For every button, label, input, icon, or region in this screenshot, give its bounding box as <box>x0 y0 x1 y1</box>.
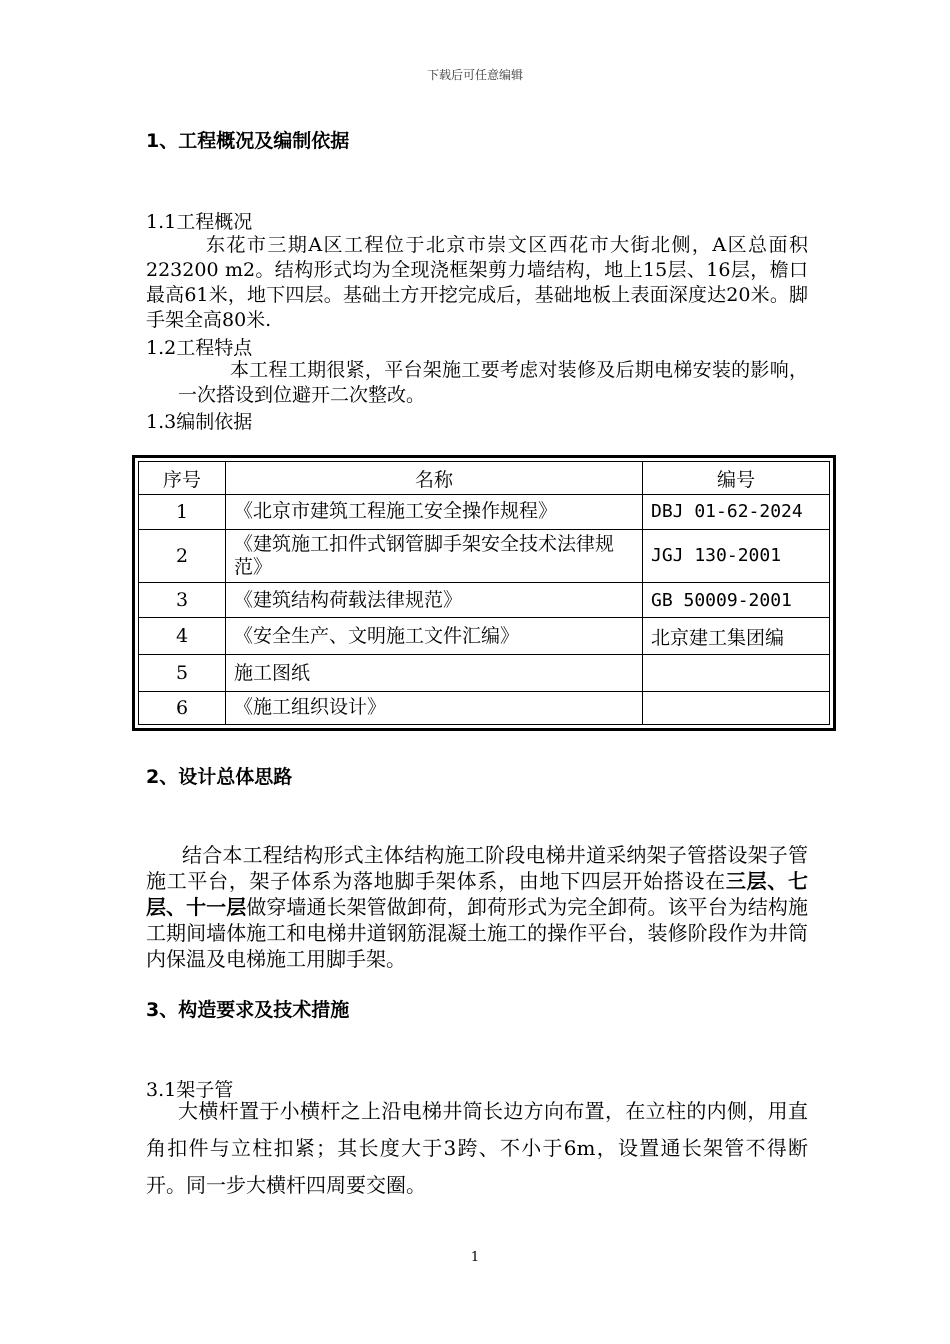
table-cell-index: 2 <box>139 529 226 582</box>
table-cell-name: 《施工组织设计》 <box>226 691 643 724</box>
table-row <box>139 618 830 655</box>
page-number: 1 <box>470 1250 480 1265</box>
section-2-text <box>146 842 808 972</box>
section-1-2-text: 本工程工期很紧，平台架施工要考虑对装修及后期电梯安装的影响，一次搭设到位避开二次整改。 <box>178 359 808 406</box>
section-2-text-part1: 结合本工程结构形式主体结构施工阶段电梯井道采纳架子管搭设架子管施工平台，架子体系为落地脚手架体系，由地下四层开始搭设在 <box>146 843 808 893</box>
table-cell-index: 5 <box>139 655 226 691</box>
header-note: 下载后可任意编辑 <box>426 68 523 82</box>
table-header-index: 序号 <box>139 462 226 495</box>
section-1-3-title: 1.3编制依据 <box>146 411 253 433</box>
table-cell-index: 4 <box>139 618 226 655</box>
table-cell-code: 北京建工集团编 <box>643 618 830 655</box>
table-cell-code <box>643 691 830 724</box>
table-row <box>139 529 830 582</box>
table-row <box>139 582 830 617</box>
section-3-1-title: 3.1架子管 <box>146 1079 234 1101</box>
table-header-code: 编号 <box>643 462 830 495</box>
section-1-1-text: 东花市三期A区工程位于北京市崇文区西花市大街北侧，A区总面积223200 m2。结构形式均为全现浇框架剪力墙结构，地上15层、16层，檐口最高61米，地下四层。基础土方开挖完成后，基础地板上表面深度达20米。脚手架全高80米. <box>146 234 808 331</box>
table-row <box>139 495 830 529</box>
table-row <box>139 655 830 691</box>
table-cell-name: 施工图纸 <box>226 655 643 691</box>
table-cell-code: GB 50009-2001 <box>643 582 830 617</box>
table-cell-name: 《安全生产、文明施工文件汇编》 <box>226 618 643 655</box>
section-1-1-title: 1.1工程概况 <box>146 211 253 233</box>
section-2-text-emphasis: 三层、七层、十一层 <box>146 869 809 919</box>
table-cell-index: 1 <box>139 495 226 529</box>
table-cell-code: DBJ 01-62-2024 <box>643 495 830 529</box>
reference-table <box>132 455 836 731</box>
table-cell-code: JGJ 130-2001 <box>643 529 830 582</box>
section-1-title: 1、工程概况及编制依据 <box>146 130 350 152</box>
table-cell-code <box>643 655 830 691</box>
section-2-title: 2、设计总体思路 <box>146 766 293 788</box>
section-1-2-title: 1.2工程特点 <box>146 337 253 359</box>
table-row <box>139 691 830 724</box>
table-cell-index: 6 <box>139 691 226 724</box>
table-cell-index: 3 <box>139 582 226 617</box>
table-cell-name: 《北京市建筑工程施工安全操作规程》 <box>226 495 643 529</box>
table-cell-name: 《建筑施工扣件式钢管脚手架安全技术法律规范》 <box>226 529 643 582</box>
section-3-title: 3、构造要求及技术措施 <box>146 999 350 1021</box>
section-2-text-part2: 做穿墙通长架管做卸荷，卸荷形式为完全卸荷。该平台为结构施工期间墙体施工和电梯井道钢筋混凝土施工的操作平台，装修阶段作为井筒内保温及电梯施工用脚手架。 <box>146 895 808 971</box>
table-cell-name: 《建筑结构荷载法律规范》 <box>226 582 643 617</box>
section-3-1-text: 大横杆置于小横杆之上沿电梯井筒长边方向布置，在立柱的内侧，用直角扣件与立柱扣紧；其长度大于3跨、不小于6m，设置通长架管不得断开。同一步大横杆四周要交圈。 <box>146 1099 808 1197</box>
table-header-name: 名称 <box>226 462 643 495</box>
